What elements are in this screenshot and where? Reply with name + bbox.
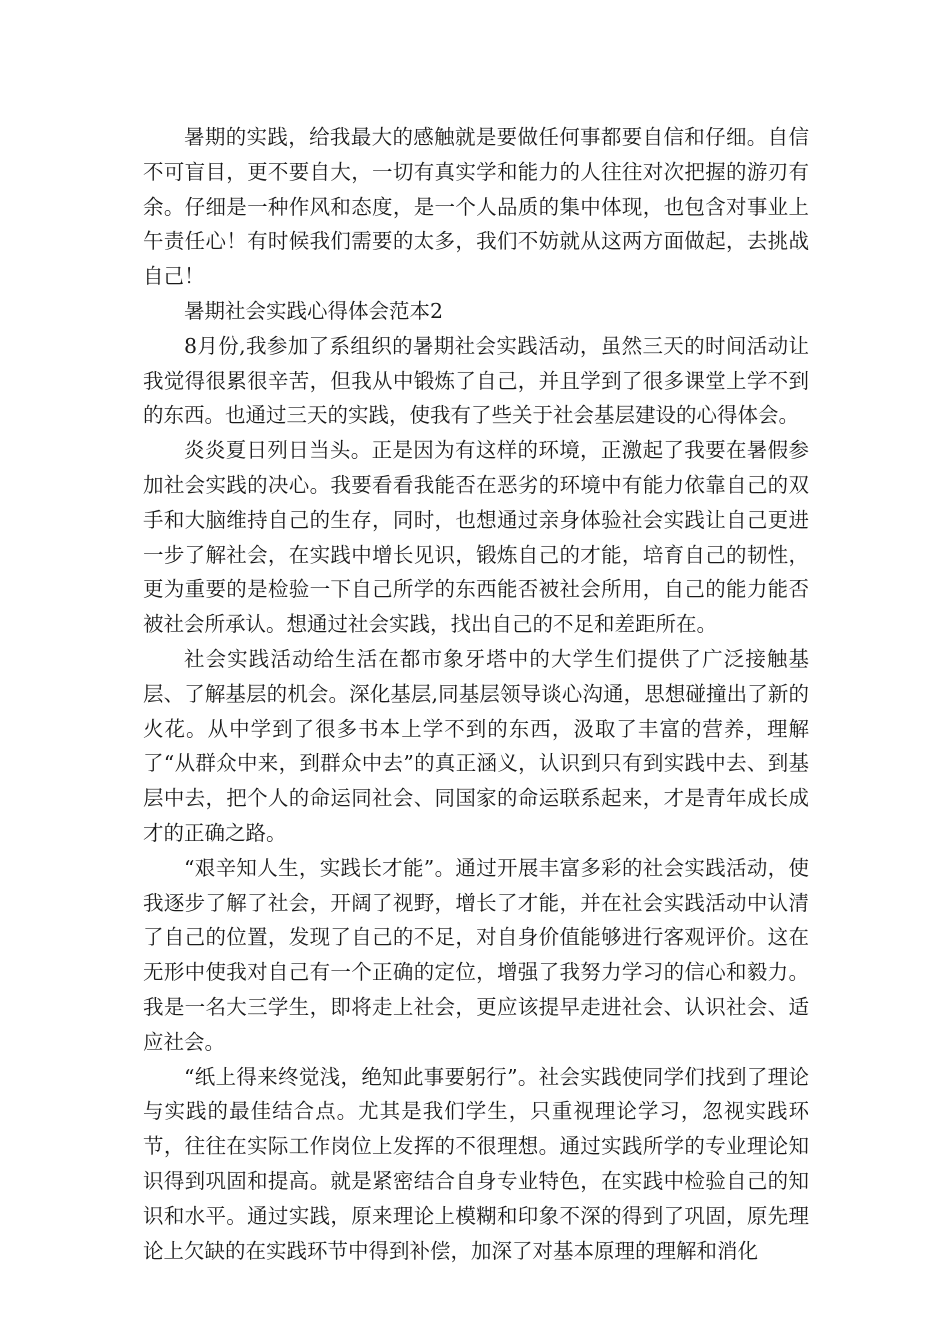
document-body bbox=[143, 120, 809, 1268]
section-heading: 暑期社会实践心得体会范本2 bbox=[184, 298, 444, 323]
paragraph-1: 暑期的实践，给我最大的感触就是要做任何事都要自信和仔细。自信不可盲目，更不要自大，一切有真实学和能力的人往往对次把握的游刃有余。仔细是一种作风和态度，是一个人品质的集中体现，也包含对事业上午责任心！有时候我们需要的太多，我们不妨就从这两方面做起，去挑战自己！ bbox=[143, 125, 809, 289]
paragraph-6: “纸上得来终觉浅，绝知此事要躬行”。社会实践使同学们找到了理论与实践的最佳结合点。尤其是我们学生，只重视理论学习，忽视实践环节，往往在实际工作岗位上发挥的不很理想。通过实践所学的专业理论知识得到巩固和提高。就是紧密结合自身专业特色，在实践中检验自己的知识和水平。通过实践，原来理论上模糊和印象不深的得到了巩固，原先理论上欠缺的在实践环节中得到补偿，加深了对基本原理的理解和消化 bbox=[143, 1064, 809, 1263]
paragraph-3: 炎炎夏日列日当头。正是因为有这样的环境，正激起了我要在暑假参加社会实践的决心。我要看看我能否在恶劣的环境中有能力依靠自己的双手和大脑维持自己的生存，同时，也想通过亲身体验社会实践让自己更进一步了解社会，在实践中增长见识，锻炼自己的才能，培育自己的韧性，更为重要的是检验一下自己所学的东西能否被社会所用，自己的能力能否被社会所承认。想通过社会实践，找出自己的不足和差距所在。 bbox=[143, 438, 809, 637]
paragraph-2: 8月份,我参加了系组织的暑期社会实践活动，虽然三天的时间活动让我觉得很累很辛苦，但我从中锻炼了自己，并且学到了很多课堂上学不到的东西。也通过三天的实践，使我有了些关于社会基层建设的心得体会。 bbox=[143, 333, 809, 428]
paragraph-5: “艰辛知人生，实践长才能”。通过开展丰富多彩的社会实践活动，使我逐步了解了社会，开阔了视野，增长了才能，并在社会实践活动中认清了自己的位置，发现了自己的不足，对自身价值能够进行客观评价。这在无形中使我对自己有一个正确的定位，增强了我努力学习的信心和毅力。我是一名大三学生，即将走上社会，更应该提早走进社会、认识社会、适应社会。 bbox=[143, 855, 809, 1054]
paragraph-4: 社会实践活动给生活在都市象牙塔中的大学生们提供了广泛接触基层、了解基层的机会。深化基层,同基层领导谈心沟通，思想碰撞出了新的火花。从中学到了很多书本上学不到的东西，汲取了丰富的营养，理解了“从群众中来，到群众中去”的真正涵义，认识到只有到实践中去、到基层中去，把个人的命运同社会、同国家的命运联系起来，才是青年成长成才的正确之路。 bbox=[143, 646, 809, 845]
